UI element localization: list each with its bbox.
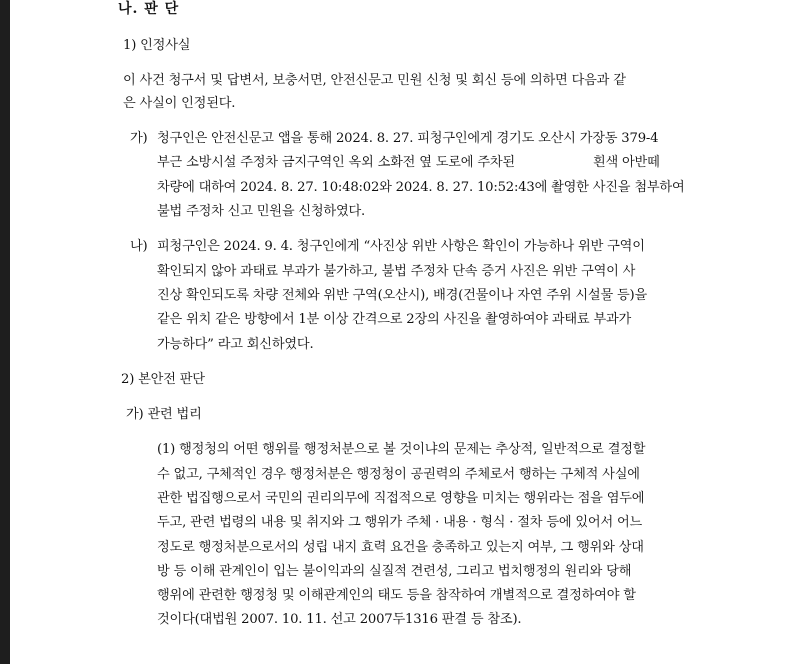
item-a-line-1: 청구인은 안전신문고 앱을 통해 2024. 8. 27. 피청구인에게 경기도 오산시 가장동 379-4: [157, 131, 659, 146]
paragraph-line-8: 것이다(대법원 2007. 10. 11. 선고 2007두1316 판결 등 참조).: [157, 612, 522, 627]
subsection-title-facts: 1) 인정사실: [123, 38, 191, 53]
item-b-line-2: 확인되지 않아 과태료 부과가 불가하고, 불법 주정차 단속 증거 사진은 위반 구역이 사: [157, 264, 636, 279]
item-a-line-4: 불법 주정차 신고 민원을 신청하였다.: [157, 204, 366, 219]
item-b-line-5: 가능하다” 라고 회신하였다.: [157, 337, 314, 352]
paragraph-line-5: 정도로 행정처분으로서의 성립 내지 효력 요건을 충족하고 있는지 여부, 그 행위와 상대: [157, 540, 644, 555]
item-a-marker: 가): [130, 131, 148, 146]
item-a-line-2-text: 부근 소방시설 주정차 금지구역인 옥외 소화전 옆 도로에 주차된: [157, 155, 515, 170]
paragraph-line-6: 방 등 이해 관계인이 입는 불이익과의 실질적 견련성, 그리고 법치행정의 원리와 당해: [157, 564, 632, 579]
item-b-line-3: 진상 확인되도록 차량 전체와 위반 구역(오산시), 배경(건물이나 자연 주위 시설물 등)을: [157, 288, 648, 303]
paragraph-line-2: 수 없고, 구체적인 경우 행정처분은 행정청이 공권력의 주체로서 행하는 구체적 사실에: [157, 467, 640, 482]
item-b-line-4: 같은 위치 같은 방향에서 1분 이상 간격으로 2장의 사진을 촬영하여야 과태료 부과가: [157, 312, 632, 327]
sub-item-title-legal-principles: 가) 관련 법리: [126, 407, 202, 422]
left-panel-strip: [0, 0, 10, 664]
paragraph-line-4: 두고, 관련 법령의 내용 및 취지와 그 행위가 주체 · 내용 · 형식 · 절차 등에 있어서 어느: [157, 515, 643, 530]
document-page: [10, 0, 797, 664]
item-a-line-3: 차량에 대하여 2024. 8. 27. 10:48:02와 2024. 8. 27. 10:52:43에 촬영한 사진을 첨부하여: [157, 180, 685, 195]
item-a-line-2-vehicle: 흰색 아반떼: [592, 155, 660, 170]
subsection-title-preliminary: 2) 본안전 판단: [121, 372, 205, 387]
paragraph-line-7: 행위에 관련한 행정청 및 이해관계인의 태도 등을 참작하여 개별적으로 결정하여야 할: [157, 588, 636, 603]
item-a-line-2: [157, 154, 660, 172]
intro-line-2: 은 사실이 인정된다.: [123, 96, 236, 111]
section-heading: 나. 판 단: [118, 1, 180, 17]
paragraph-line-3: 관한 법집행으로서 국민의 권리의무에 직접적으로 영향을 미치는 행위라는 점을 염두에: [157, 491, 645, 506]
paragraph-line-1: (1) 행정청의 어떤 행위를 행정처분으로 볼 것이냐의 문제는 추상적, 일반적으로 결정할: [157, 442, 646, 457]
intro-line-1: 이 사건 청구서 및 답변서, 보충서면, 안전신문고 민원 신청 및 회신 등에 의하면 다음과 같: [123, 73, 626, 88]
item-b-marker: 나): [130, 239, 148, 254]
item-b-line-1: 피청구인은 2024. 9. 4. 청구인에게 “사진상 위반 사항은 확인이 가능하나 위반 구역이: [157, 239, 645, 254]
